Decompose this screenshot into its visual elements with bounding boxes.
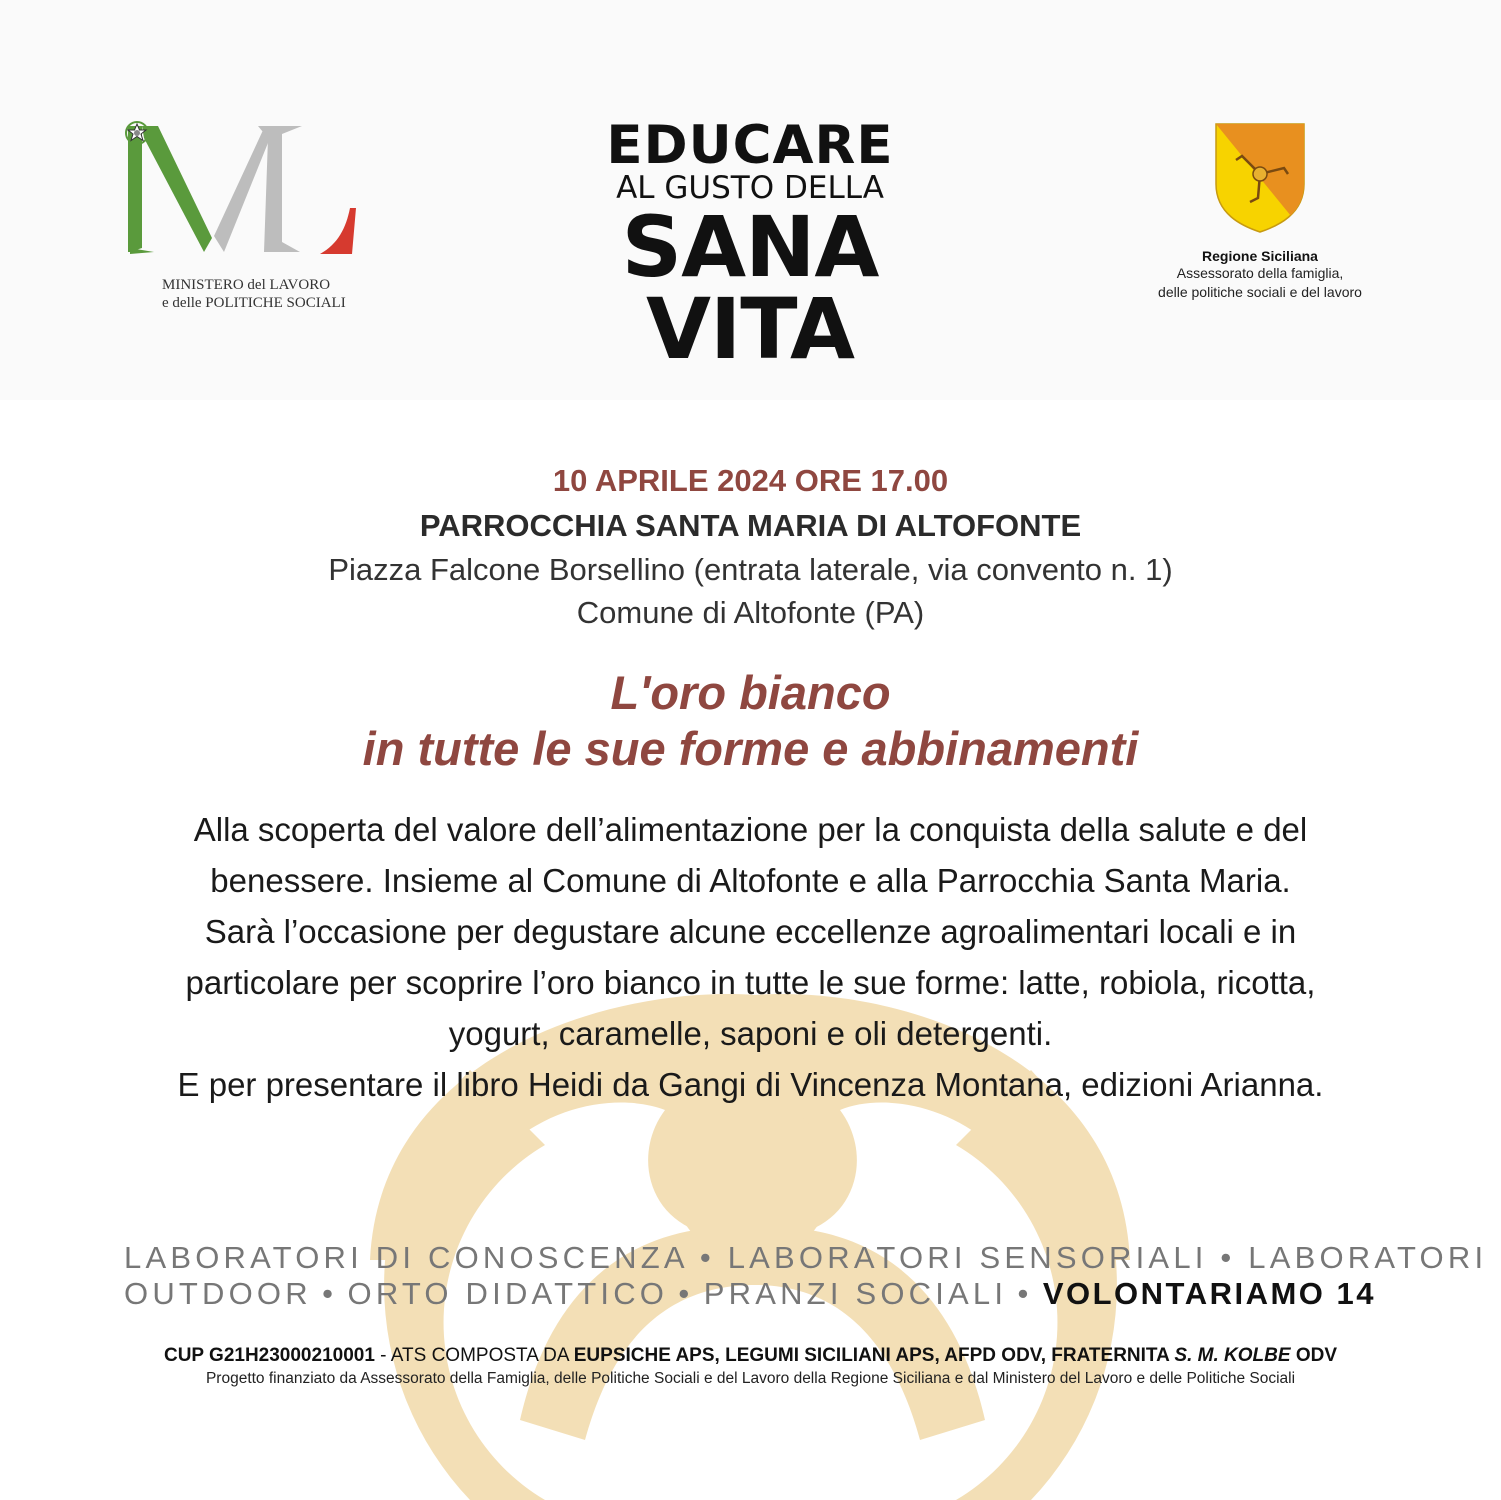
lab-item: OUTDOOR (124, 1276, 312, 1311)
regione-sub-2: delle politiche sociali e del lavoro (1158, 284, 1362, 300)
regione-siciliana-logo (1120, 122, 1400, 302)
lab-item: PRANZI SOCIALI (703, 1276, 1008, 1311)
title-line-2: AL GUSTO DELLA (616, 170, 884, 206)
description-line-6: E per presentare il libro Heidi da Gangi di Vincenza Montana, edizioni Arianna. (177, 1066, 1324, 1103)
headline-line-2: in tutte le sue forme e abbinamenti (362, 722, 1139, 775)
partner-end: ODV (1290, 1345, 1337, 1366)
separator-dot: • (678, 1276, 694, 1311)
ml-monogram-icon (124, 120, 364, 260)
event-title-logo (560, 115, 940, 378)
event-comune: Comune di Altofonte (PA) (576, 595, 925, 630)
lab-item-volontariamo: VOLONTARIAMO 14 (1042, 1276, 1376, 1311)
headline (0, 665, 1501, 777)
title-line-4: VITA (645, 280, 855, 378)
separator-dot: • (1220, 1240, 1236, 1275)
lab-item: ORTO DIDATTICO (347, 1276, 669, 1311)
description-line-4: particolare per scoprire l’oro bianco in tutte le sue forme: latte, robiola, ricotta, (185, 964, 1316, 1001)
footer-funding: Progetto finanziato da Assessorato della Famiglia, delle Politiche Sociali e del Lavoro della Regione Siciliana e dal Ministero del Lavoro e delle Politiche Sociali (205, 1370, 1296, 1387)
event-place: PARROCCHIA SANTA MARIA DI ALTOFONTE (419, 508, 1082, 543)
description-line-2: benessere. Insieme al Comune di Altofonte e alla Parrocchia Santa Maria. (210, 862, 1291, 899)
labs-row-1 (124, 1240, 1488, 1276)
lab-item: LABORATORI DI CONOSCENZA (124, 1240, 688, 1275)
labs-list (124, 1240, 1488, 1312)
ministero-name (162, 276, 372, 312)
separator-dot: • (322, 1276, 338, 1311)
regione-sub-1: Assessorato della famiglia, (1176, 265, 1344, 281)
description-line-3: Sarà l’occasione per degustare alcune eccellenze agroalimentari locali e in (204, 913, 1297, 950)
headline-line-1: L'oro bianco (610, 666, 891, 719)
lab-item: LABORATORI (1248, 1240, 1488, 1275)
title-line-3: SANA (621, 198, 879, 296)
event-address: Piazza Falcone Borsellino (entrata laterale, via convento n. 1) (328, 552, 1173, 587)
description-line-5: yogurt, caramelle, saponi e oli detergenti. (448, 1015, 1053, 1052)
ministero-line-2: e delle POLITICHE SOCIALI (162, 295, 346, 311)
cup-code: CUP G21H23000210001 (163, 1345, 375, 1366)
ats-text: - ATS COMPOSTA DA (374, 1345, 574, 1366)
description (100, 804, 1401, 1110)
footer-partners (100, 1343, 1401, 1369)
ministero-line-1: MINISTERO del LAVORO (162, 277, 331, 293)
partners-text: EUPSICHE APS, LEGUMI SICILIANI APS, AFPD ODV, FRATERNITA (573, 1345, 1175, 1366)
italian-republic-emblem-icon (124, 120, 150, 146)
title-line-1: EDUCARE (606, 115, 894, 176)
trinacria-shield-icon (1214, 122, 1306, 234)
event-date: 10 APRILE 2024 ORE 17.00 (552, 463, 949, 498)
partner-kolbe: S. M. KOLBE (1174, 1345, 1291, 1366)
labs-row-2 (124, 1276, 1376, 1312)
footer (100, 1343, 1401, 1389)
separator-dot: • (699, 1240, 715, 1275)
separator-dot: • (1017, 1276, 1033, 1311)
regione-name: Regione Siciliana (1202, 248, 1318, 264)
ministero-logo (124, 120, 364, 315)
description-line-1: Alla scoperta del valore dell’alimentazione per la conquista della salute e del (193, 811, 1308, 848)
lab-item: LABORATORI SENSORIALI (727, 1240, 1208, 1275)
